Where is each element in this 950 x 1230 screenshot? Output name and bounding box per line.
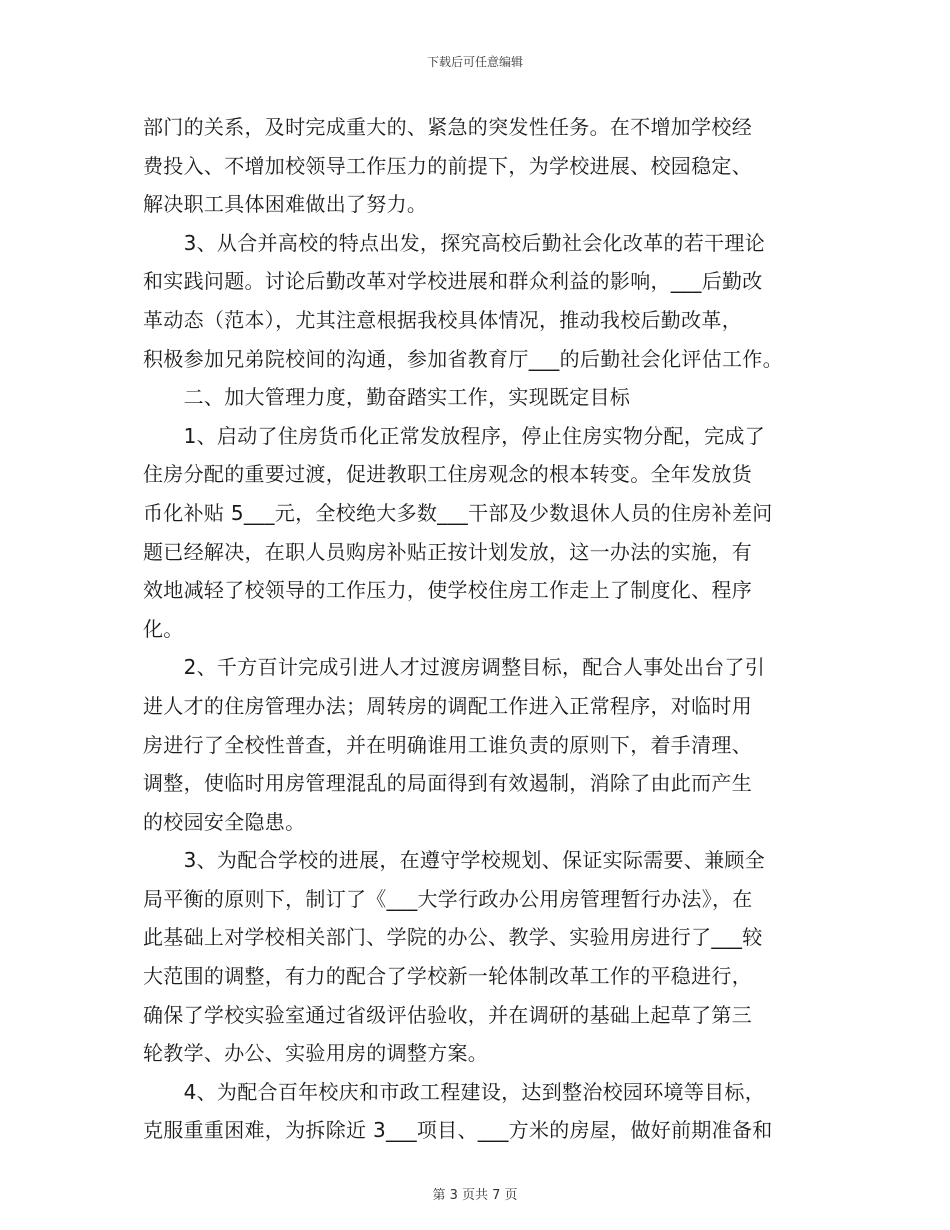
text-line: 确保了学校实验室通过省级评估验收，并在调研的基础上起草了第三 <box>143 1002 752 1027</box>
text-line: 3、为配合学校的进展，在遵守学校规划、保证实际需要、兼顾全 <box>143 848 766 873</box>
text-line: 大范围的调整，有力的配合了学校新一轮体制改革工作的平稳进行， <box>143 964 752 989</box>
text-line: 革动态（范本），尤其注意根据我校具体情况，推动我校后勤改革， <box>143 307 742 332</box>
text-line: 进人才的住房管理办法；周转房的调配工作进入正常程序，对临时用 <box>143 693 752 718</box>
text-line: 费投入、不增加校领导工作压力的前提下，为学校进展、校园稳定、 <box>143 153 752 178</box>
text-line: 住房分配的重要过渡，促进教职工住房观念的根本转变。全年发放货 <box>143 462 752 487</box>
text-line: 币化补贴 5___元，全校绝大多数___干部及少数退休人员的住房补差问 <box>143 500 773 525</box>
text-line: 2、千方百计完成引进人才过渡房调整目标，配合人事处出台了引 <box>143 655 766 680</box>
page-header: 下载后可任意编辑 <box>426 55 523 69</box>
text-line: 部门的关系，及时完成重大的、紧急的突发性任务。在不增加学校经 <box>143 115 752 139</box>
document-body <box>143 108 815 1150</box>
text-line: 的校园安全隐患。 <box>143 809 306 834</box>
text-line: 轮教学、办公、实验用房的调整方案。 <box>143 1041 489 1066</box>
text-line: 3、从合并高校的特点出发，探究高校后勤社会化改革的若干理论 <box>143 230 766 255</box>
page-footer: 第 3 页共 7 页 <box>432 1188 518 1203</box>
text-line: 1、启动了住房货币化正常发放程序，停止住房实物分配，完成了 <box>143 423 766 448</box>
text-line: 房进行了全校性普查，并在明确谁用工谁负责的原则下，着手清理、 <box>143 732 752 757</box>
section-heading: 二、加大管理力度，勤奋踏实工作，实现既定目标 <box>143 385 631 410</box>
text-line: 和实践问题。讨论后勤改革对学校进展和群众利益的影响，___后勤改 <box>143 269 763 294</box>
text-line: 积极参加兄弟院校间的沟通，参加省教育厅___的后勤社会化评估工作。 <box>143 346 783 371</box>
text-line: 效地减轻了校领导的工作压力，使学校住房工作走上了制度化、程序 <box>143 578 752 603</box>
text-line: 化。 <box>143 616 184 641</box>
text-line: 题已经解决，在职人员购房补贴正按计划发放，这一办法的实施，有 <box>143 539 752 564</box>
text-line: 局平衡的原则下，制订了《___大学行政办公用房管理暂行办法》，在 <box>143 886 753 911</box>
text-line: 解决职工具体困难做出了努力。 <box>143 192 428 217</box>
text-line: 此基础上对学校相关部门、学院的办公、教学、实验用房进行了___较 <box>143 925 763 950</box>
text-line: 克服重重困难，为拆除近 3___项目、___方米的房屋，做好前期准备和 <box>143 1118 773 1143</box>
text-line: 4、为配合百年校庆和市政工程建设，达到整治校园环境等目标， <box>143 1079 766 1104</box>
text-line: 调整，使临时用房管理混乱的局面得到有效遏制，消除了由此而产生 <box>143 771 752 796</box>
